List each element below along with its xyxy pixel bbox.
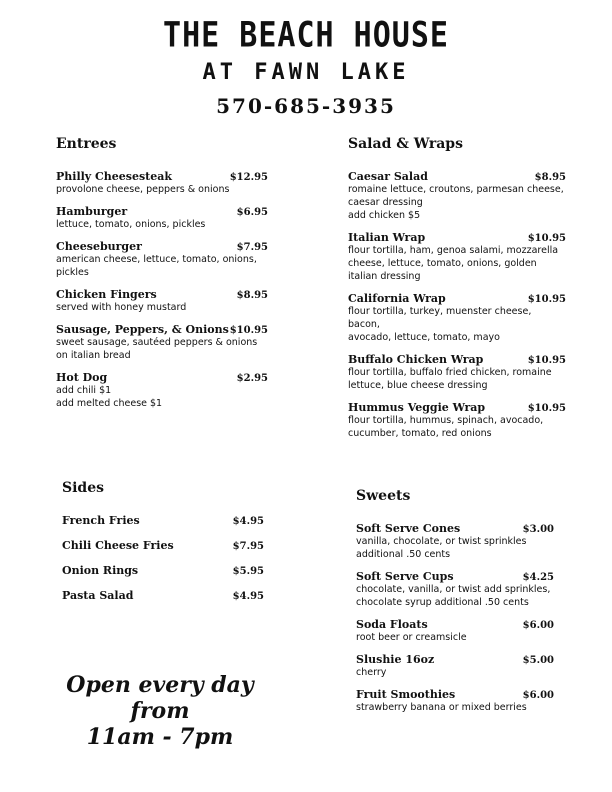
item-price: $2.95	[236, 373, 268, 384]
menu-item	[356, 653, 554, 679]
hours-line-1: Open every day	[66, 672, 254, 698]
section-title: Salad & Wraps	[348, 136, 463, 152]
item-price: $7.95	[232, 541, 264, 552]
item-name: Onion Rings	[62, 564, 139, 577]
menu-item	[356, 522, 554, 561]
item-name: Hot Dog	[56, 371, 108, 384]
menu-item	[62, 539, 264, 552]
item-price: $10.95	[527, 233, 566, 244]
item-price: $6.95	[236, 207, 268, 218]
item-price: $4.25	[522, 572, 554, 583]
item-description: root beer or creamsicle	[356, 632, 467, 643]
item-name: Buffalo Chicken Wrap	[348, 353, 484, 366]
item-description: served with honey mustard	[56, 302, 187, 313]
item-name: California Wrap	[348, 292, 446, 305]
menu-item	[56, 288, 268, 314]
item-name: Fruit Smoothies	[356, 688, 456, 701]
item-name: Pasta Salad	[62, 589, 134, 602]
item-description: flour tortilla, buffalo fried chicken, romaine lettuce, blue cheese dressing	[348, 367, 552, 391]
menu-item	[348, 292, 566, 344]
restaurant-name: THE BEACH HOUSE	[163, 15, 449, 56]
section-title: Sides	[62, 480, 105, 496]
item-name: Philly Cheesesteak	[56, 170, 172, 183]
hours-line-3: 11am - 7pm	[86, 724, 234, 750]
menu-item	[62, 564, 264, 577]
menu-item	[62, 514, 264, 527]
menu-item	[348, 170, 566, 222]
restaurant-location: AT FAWN LAKE	[202, 60, 410, 85]
menu-header	[0, 15, 612, 118]
item-name: Sausage, Peppers, & Onions	[56, 323, 229, 336]
item-name: Slushie 16oz	[356, 653, 435, 666]
menu-item	[56, 170, 268, 196]
item-description: vanilla, chocolate, or twist sprinkles additional .50 cents	[356, 536, 527, 560]
item-name: Hummus Veggie Wrap	[348, 401, 486, 414]
item-price: $8.95	[534, 172, 566, 183]
item-name: Italian Wrap	[348, 231, 426, 244]
sides-section	[62, 480, 264, 614]
item-price: $10.95	[527, 355, 566, 366]
phone-number: 570-685-3935	[216, 94, 396, 118]
item-description: provolone cheese, peppers & onions	[56, 184, 230, 195]
item-price: $8.95	[236, 290, 268, 301]
menu-item	[348, 231, 566, 283]
item-description: sweet sausage, sautéed peppers & onions on italian bread	[56, 337, 258, 361]
item-name: French Fries	[62, 514, 140, 527]
menu-item	[356, 618, 554, 644]
menu-item	[56, 240, 268, 279]
item-price: $5.00	[522, 655, 554, 666]
item-description: chocolate, vanilla, or twist add sprinkles, chocolate syrup additional .50 cents	[356, 584, 551, 608]
menu-item	[348, 353, 566, 392]
menu-item	[348, 401, 566, 440]
sweets-section	[356, 488, 554, 723]
menu-item	[62, 589, 264, 602]
item-description: cherry	[356, 667, 387, 678]
item-description: american cheese, lettuce, tomato, onions, pickles	[56, 254, 257, 278]
opening-hours	[40, 672, 280, 750]
item-price: $10.95	[229, 325, 268, 336]
item-name: Chili Cheese Fries	[62, 539, 174, 552]
menu-item	[56, 371, 268, 410]
entrees-section	[56, 136, 268, 419]
menu-item	[356, 570, 554, 609]
item-name: Hamburger	[56, 205, 128, 218]
item-price: $12.95	[229, 172, 268, 183]
hours-line-2: from	[130, 698, 190, 724]
item-description: lettuce, tomato, onions, pickles	[56, 219, 206, 230]
item-name: Soft Serve Cones	[356, 522, 461, 535]
item-name: Cheeseburger	[56, 240, 142, 253]
item-name: Soft Serve Cups	[356, 570, 454, 583]
item-description: romaine lettuce, croutons, parmesan cheese, caesar dressing add chicken $5	[348, 184, 564, 221]
menu-item	[56, 323, 268, 362]
item-description: flour tortilla, ham, genoa salami, mozzarella cheese, lettuce, tomato, onions, golden italian dressing	[348, 245, 559, 282]
item-name: Chicken Fingers	[56, 288, 157, 301]
item-description: flour tortilla, hummus, spinach, avocado, cucumber, tomato, red onions	[348, 415, 544, 439]
section-title: Entrees	[56, 136, 117, 152]
item-price: $7.95	[236, 242, 268, 253]
item-price: $10.95	[527, 294, 566, 305]
item-description: add chili $1 add melted cheese $1	[56, 385, 163, 409]
item-price: $10.95	[527, 403, 566, 414]
item-price: $6.00	[522, 620, 554, 631]
item-price: $4.95	[232, 516, 264, 527]
item-price: $3.00	[522, 524, 554, 535]
menu-item	[56, 205, 268, 231]
item-price: $5.95	[232, 566, 264, 577]
item-price: $4.95	[232, 591, 264, 602]
item-price: $6.00	[522, 690, 554, 701]
menu-item	[356, 688, 554, 714]
item-description: strawberry banana or mixed berries	[356, 702, 527, 713]
item-name: Caesar Salad	[348, 170, 428, 183]
salads-section	[348, 136, 566, 449]
item-name: Soda Floats	[356, 618, 428, 631]
item-description: flour tortilla, turkey, muenster cheese, bacon, avocado, lettuce, tomato, mayo	[348, 306, 532, 343]
section-title: Sweets	[356, 488, 411, 504]
